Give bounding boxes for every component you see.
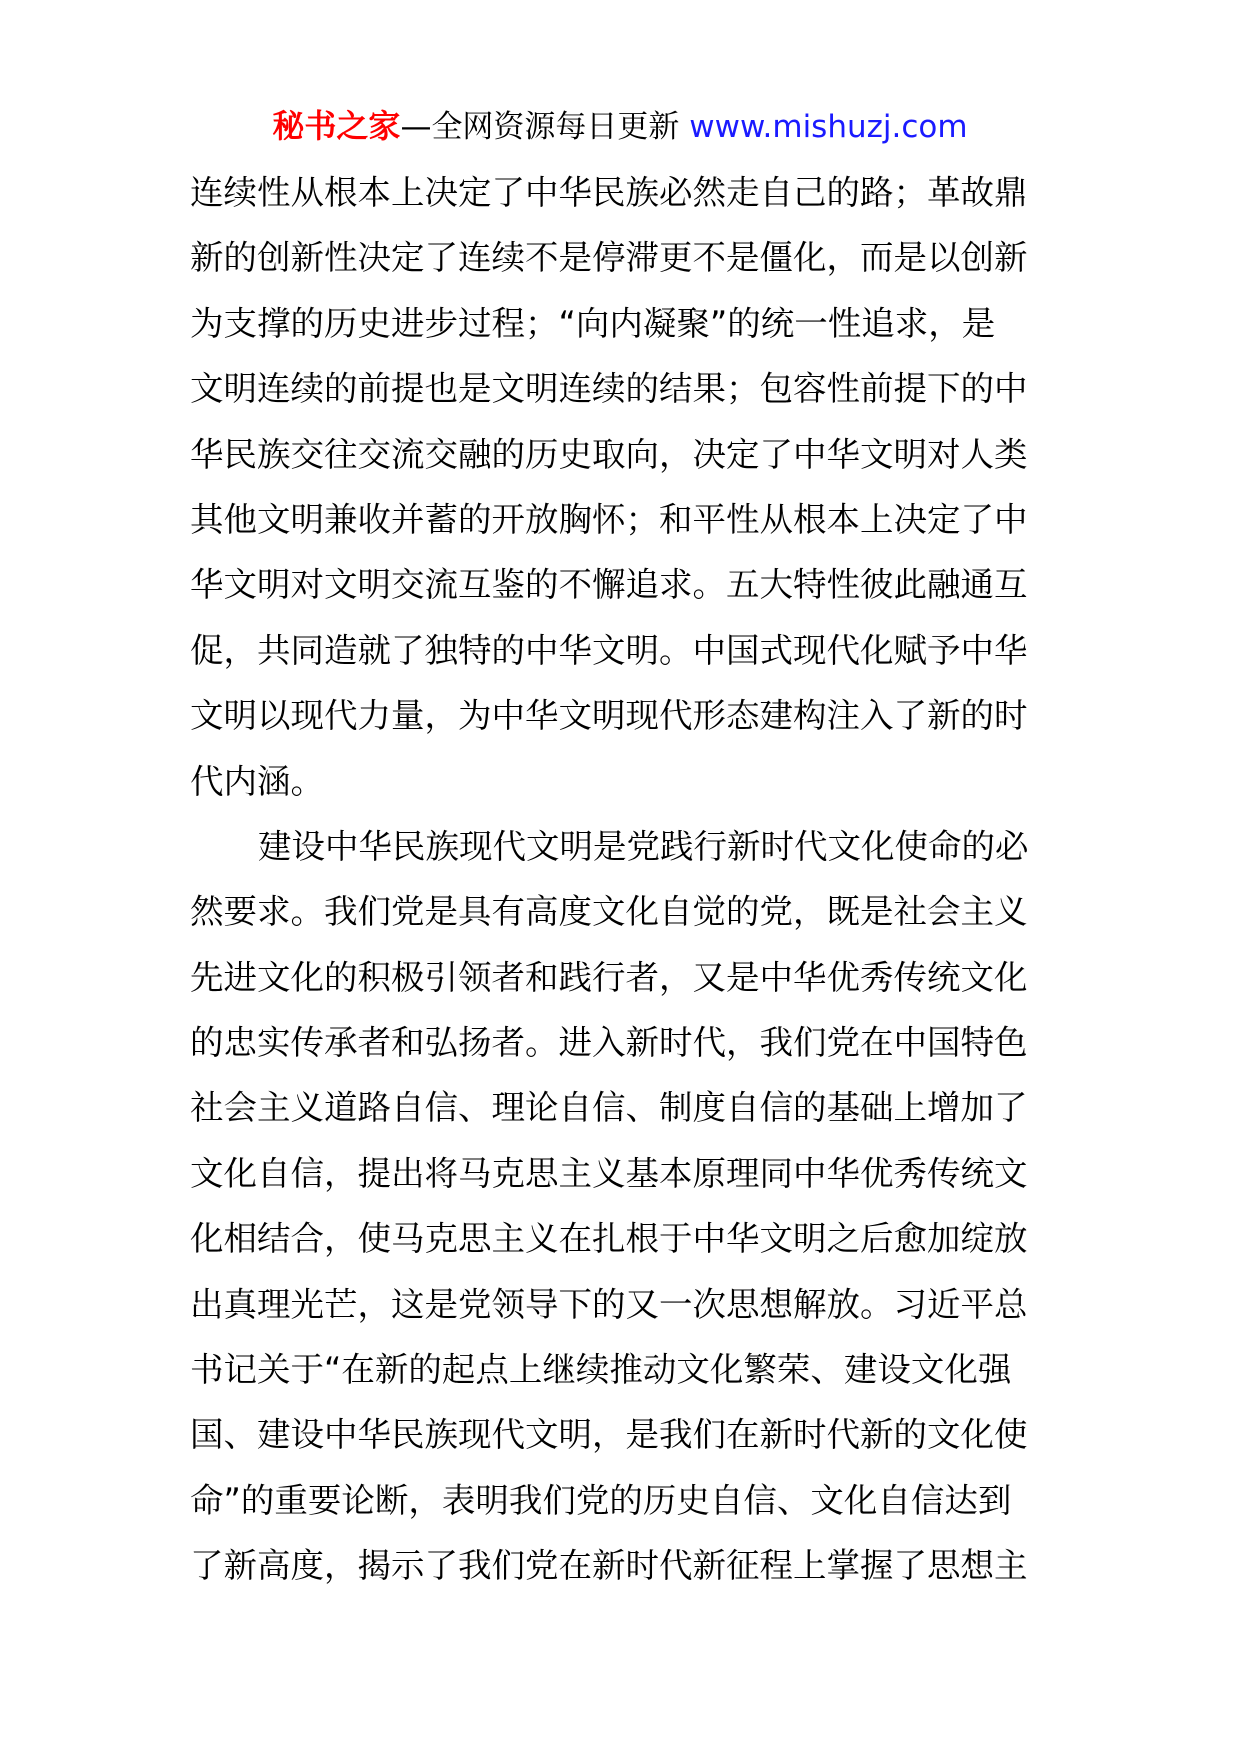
page-header: [0, 104, 1240, 149]
text-line: 为支撑的历史进步过程；“向内凝聚”的统一性追求，是: [190, 303, 996, 343]
website-link[interactable]: www.mishuzj.com: [689, 109, 968, 145]
text-line: 出真理光芒，这是党领导下的又一次思想解放。习近平总: [190, 1284, 1028, 1324]
text-line: 社会主义道路自信、理论自信、制度自信的基础上增加了: [190, 1088, 1028, 1128]
text-line: 文明连续的前提也是文明连续的结果；包容性前提下的中: [190, 369, 1028, 409]
text-line: 了新高度，揭示了我们党在新时代新征程上掌握了思想主: [190, 1546, 1028, 1586]
text-line: 华文明对文明交流互鉴的不懈追求。五大特性彼此融通互: [190, 565, 1028, 605]
text-line: 其他文明兼收并蓄的开放胸怀；和平性从根本上决定了中: [190, 499, 1028, 539]
text-line: 促，共同造就了独特的中华文明。中国式现代化赋予中华: [190, 630, 1028, 670]
text-line: 国、建设中华民族现代文明，是我们在新时代新的文化使: [190, 1415, 1028, 1455]
text-line: 代内涵。: [190, 761, 324, 801]
text-line: 建设中华民族现代文明是党践行新时代文化使命的必: [258, 826, 1029, 866]
text-line: 先进文化的积极引领者和践行者，又是中华优秀传统文化: [190, 957, 1028, 997]
text-line: 命”的重要论断，表明我们党的历史自信、文化自信达到: [190, 1480, 1012, 1520]
header-tagline: —全网资源每日更新: [400, 109, 680, 145]
brand-name: 秘书之家: [272, 107, 401, 145]
text-line: 化相结合，使马克思主义在扎根于中华文明之后愈加绽放: [190, 1219, 1028, 1259]
text-line: 书记关于“在新的起点上继续推动文化繁荣、建设文化强: [190, 1350, 1012, 1390]
text-line: 华民族交往交流交融的历史取向，决定了中华文明对人类: [190, 434, 1028, 474]
paragraph-1: [190, 160, 1040, 814]
text-line: 连续性从根本上决定了中华民族必然走自己的路；革故鼎: [190, 173, 1028, 212]
text-line: 新的创新性决定了连续不是停滞更不是僵化，而是以创新: [190, 238, 1028, 278]
text-line: 然要求。我们党是具有高度文化自觉的党，既是社会主义: [190, 892, 1028, 932]
text-line: 文明以现代力量，为中华文明现代形态建构注入了新的时: [190, 696, 1028, 736]
text-line: 的忠实传承者和弘扬者。进入新时代，我们党在中国特色: [190, 1023, 1028, 1063]
paragraph-2: [190, 814, 1040, 1599]
text-line: 文化自信，提出将马克思主义基本原理同中华优秀传统文: [190, 1153, 1028, 1193]
body-text: [190, 160, 1040, 1599]
